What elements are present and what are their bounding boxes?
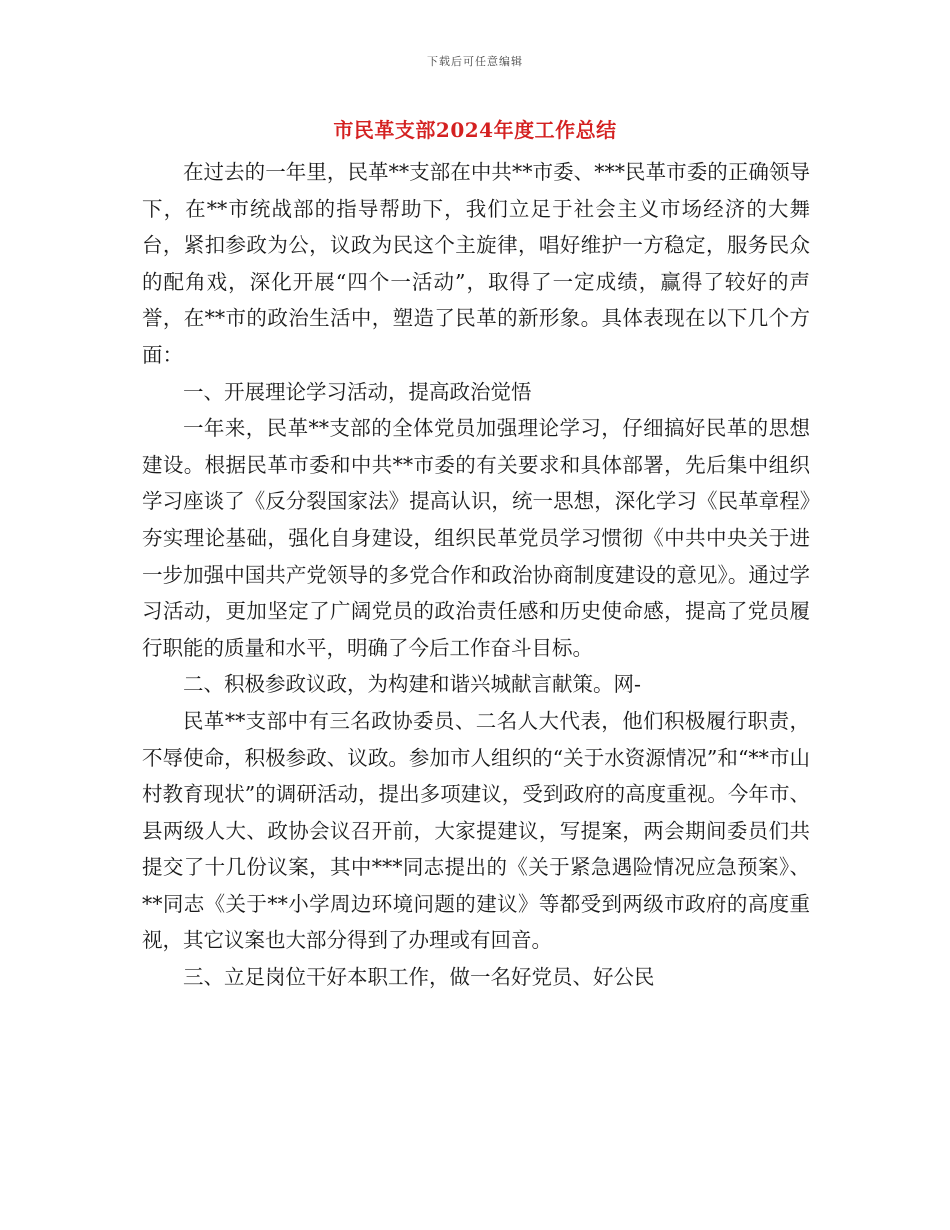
paragraph-section-1: 一年来，民革**支部的全体党员加强理论学习，仔细搞好民革的思想建设。根据民革市委和中共**市委的有关要求和具体部署，先后集中组织学习座谈了《反分裂国家法》提高认识，统一思想，深化学习《民革章程》夯实理论基础，强化自身建设，组织民革党员学习惯彻《中共中央关于进一步加强中国共产党领导的多党合作和政治协商制度建设的意见》。通过学习活动，更加坚定了广阔党员的政治责任感和历史使命感，提高了党员履行职能的质量和水平，明确了今后工作奋斗目标。 <box>142 416 810 660</box>
section-heading-1: 一、开展理论学习活动，提高政治觉悟 <box>183 379 532 404</box>
document-title: 市民革支部2024年度工作总结 <box>333 118 617 142</box>
section-heading-3: 三、立足岗位干好本职工作，做一名好党员、好公民 <box>183 965 655 990</box>
paragraph-intro: 在过去的一年里，民革**支部在中共**市委、***民革市委的正确领导下，在**市统战部的指导帮助下，我们立足于社会主义市场经济的大舞台，紧扣参政为公，议政为民这个主旋律，唱好维护一方稳定，服务民众的配角戏，深化开展“四个一活动”，取得了一定成绩，赢得了较好的声誉，在**市的政治生活中，塑造了民革的新形象。具体表现在以下几个方面： <box>142 160 810 367</box>
paragraph-section-2: 民革**支部中有三名政协委员、二名人大代表，他们积极履行职责，不辱使命，积极参政、议政。参加市人组织的“关于水资源情况”和“**市山村教育现状”的调研活动，提出多项建议，受到政府的高度重视。今年市、县两级人大、政协会议召开前，大家提建议，写提案，两会期间委员们共提交了十几份议案，其中***同志提出的《关于紧急遇险情况应急预案》、**同志《关于**小学周边环境问题的建议》等都受到两级市政府的高度重视，其它议案也大部分得到了办理或有回音。 <box>142 708 810 953</box>
document-body <box>142 154 810 996</box>
header-note: 下载后可任意编辑 <box>427 55 523 68</box>
section-heading-2: 二、积极参政议政，为构建和谐兴城献言献策。网- <box>183 672 641 697</box>
